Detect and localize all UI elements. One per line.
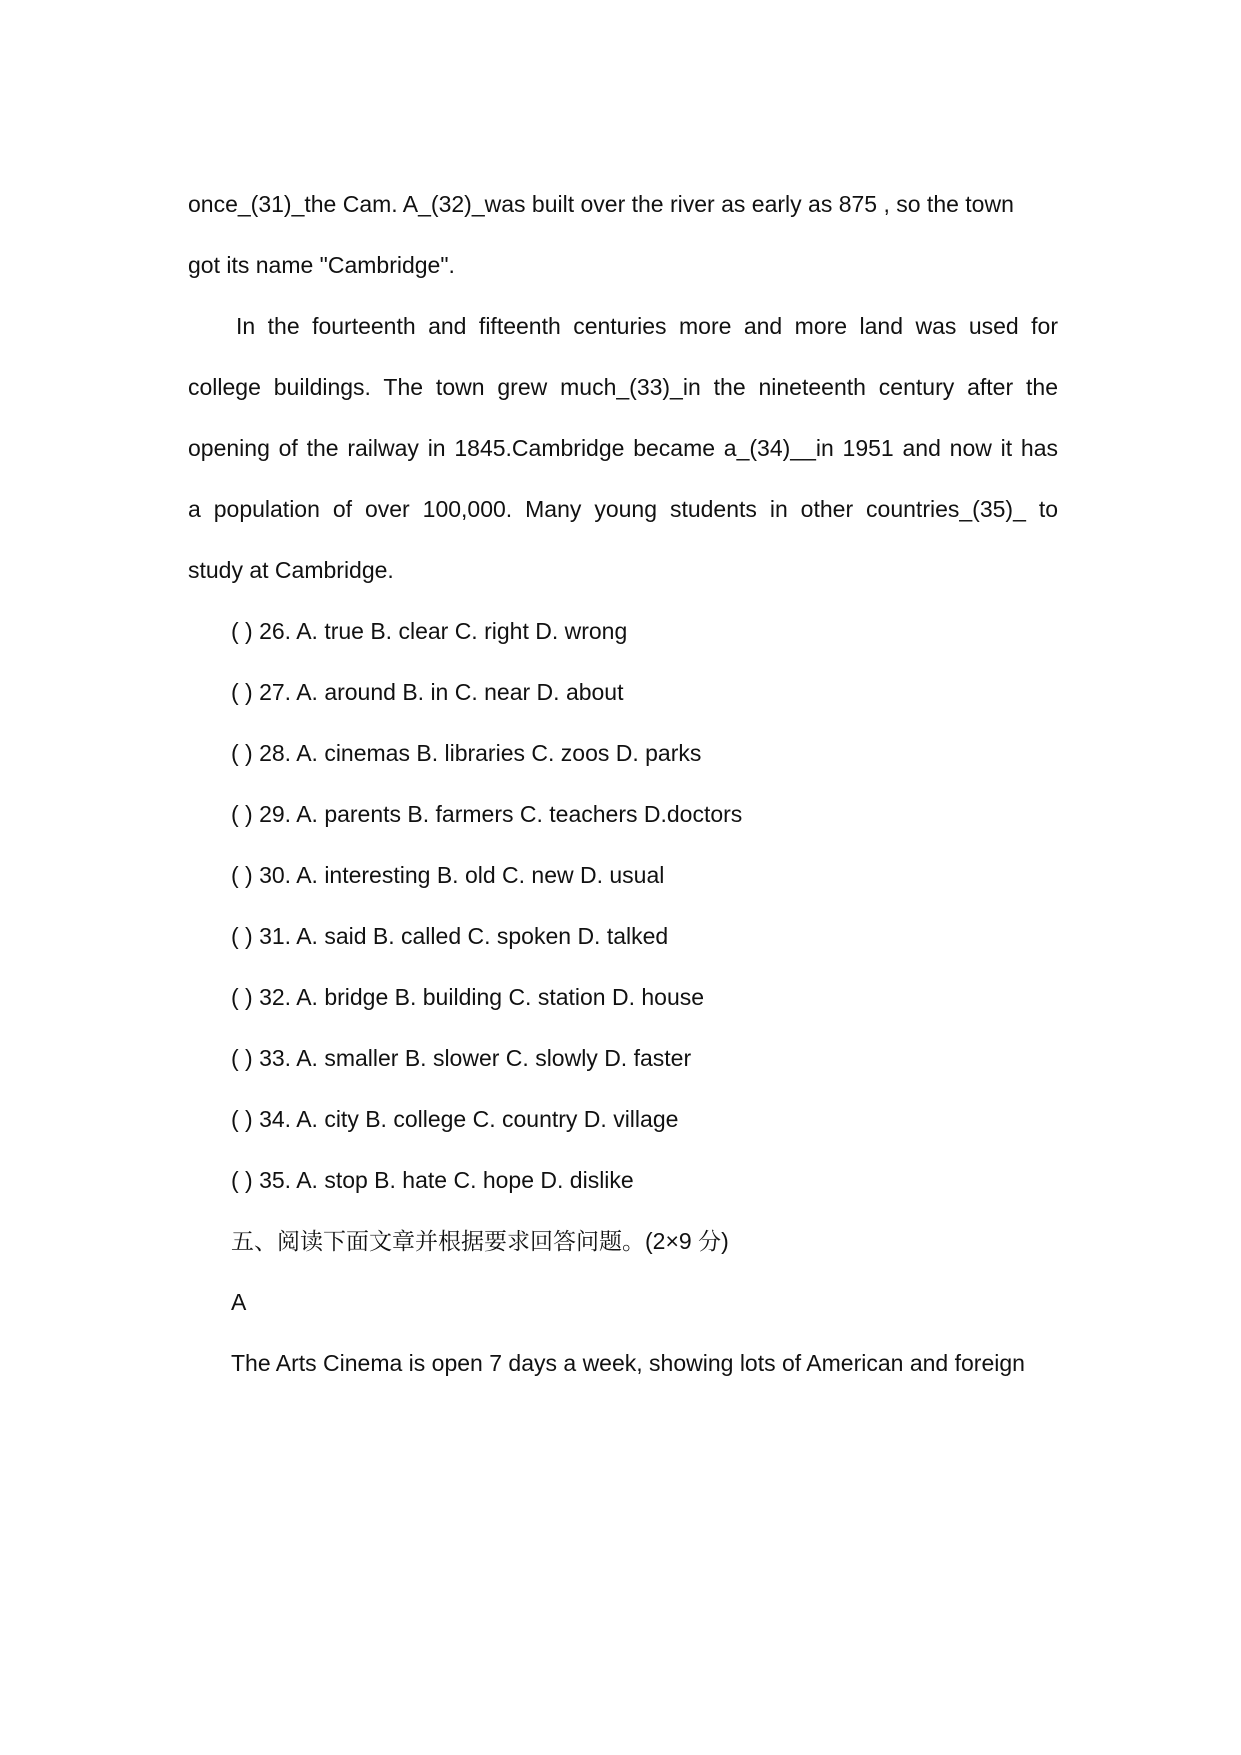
section-5-sub-label: A xyxy=(231,1289,247,1315)
passage-line-1: once_(31)_the Cam. A_(32)_was built over the river as early as 875 , so the town xyxy=(188,191,1014,217)
passage-line-5: opening of the railway in 1845.Cambridge became a_(34)__in 1951 and now it has xyxy=(188,435,1058,461)
question-26: ( ) 26. A. true B. clear C. right D. wrong xyxy=(231,618,628,644)
question-30: ( ) 30. A. interesting B. old C. new D. usual xyxy=(231,862,665,888)
passage-line-6: a population of over 100,000. Many young students in other countries_(35)_ to xyxy=(188,496,1058,522)
question-31: ( ) 31. A. said B. called C. spoken D. talked xyxy=(231,923,669,949)
document-body xyxy=(188,186,1058,1406)
question-33: ( ) 33. A. smaller B. slower C. slowly D. faster xyxy=(231,1045,692,1071)
question-34: ( ) 34. A. city B. college C. country D. village xyxy=(231,1106,679,1132)
question-29: ( ) 29. A. parents B. farmers C. teachers D.doctors xyxy=(231,801,743,827)
question-32: ( ) 32. A. bridge B. building C. station D. house xyxy=(231,984,705,1010)
section-5-first-line: The Arts Cinema is open 7 days a week, showing lots of American and foreign xyxy=(231,1350,1025,1376)
passage-line-2: got its name "Cambridge". xyxy=(188,252,455,278)
passage-line-4: college buildings. The town grew much_(33)_in the nineteenth century after the xyxy=(188,374,1058,400)
question-28: ( ) 28. A. cinemas B. libraries C. zoos D. parks xyxy=(231,740,702,766)
section-5-heading: 五、阅读下面文章并根据要求回答问题。(2×9 分) xyxy=(231,1228,729,1254)
passage-line-3: In the fourteenth and fifteenth centuries more and more land was used for xyxy=(236,313,1058,339)
question-35: ( ) 35. A. stop B. hate C. hope D. dislike xyxy=(231,1167,634,1193)
question-27: ( ) 27. A. around B. in C. near D. about xyxy=(231,679,624,705)
passage-line-7: study at Cambridge. xyxy=(188,557,394,583)
